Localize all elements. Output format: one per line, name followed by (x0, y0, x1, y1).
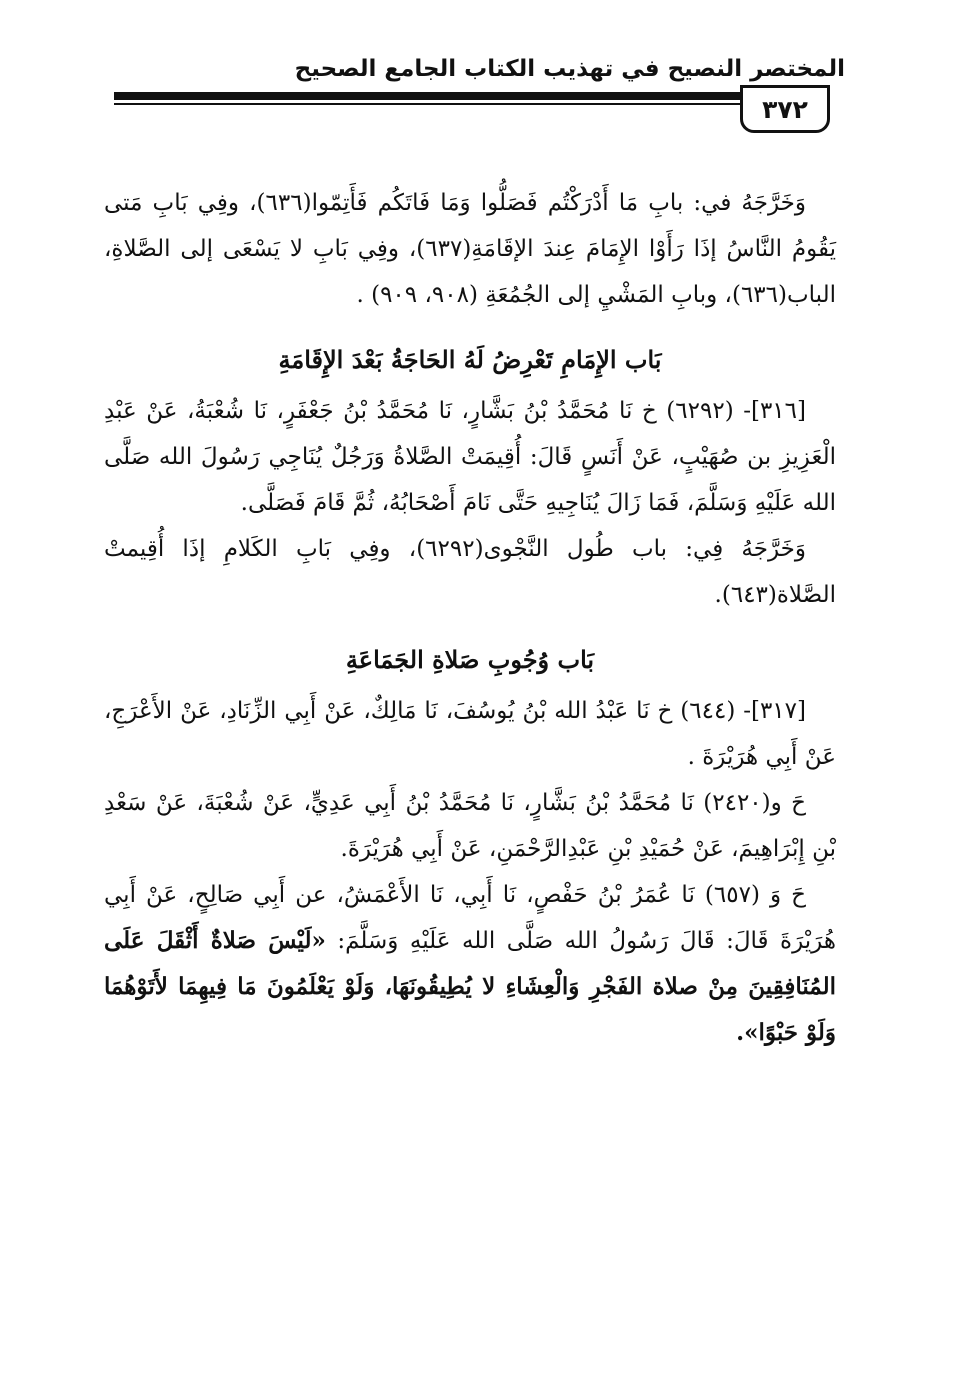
takhrij-paragraph-1: وَخَرَّجَهُ في: بابِ مَا أَدْرَكْتُم فَصَلُّوا وَمَا فَاتَكُم فَأَتِمّوا(٦٣٦)، وفِي بَابِ مَتى يَقُومُ النَّاسُ إذَا رَأَوْا الإِمَامَ عِندَ الإقَامَةِ(٦٣٧)، وفِي بَابِ لا يَسْعَى إلى الصَّلاةِ، الباب(٦٣٦)، وبابِ المَشْيِ إلى الجُمُعَةِ (٩٠٨، ٩٠٩) . (104, 190, 836, 308)
header-rule-thin (114, 103, 744, 105)
isnad-chain-3 (104, 872, 836, 1056)
header-rule-thick (114, 92, 744, 100)
chapter-heading-congregation: بَاب وُجُوبِ صَلاةِ الجَمَاعَةِ (345, 645, 595, 674)
takhrij-paragraph-2: وَخَرَّجَهُ فِي: باب طُول النَّجْوى(٦٢٩٢)، وفِي بَابِ الكَلامِ إذَا أُقِيمتْ الصَّلاة(٦٤٣). (104, 536, 836, 608)
page-body (104, 180, 836, 1056)
running-header-title: المختصر النصيح في تهذيب الكتاب الجامع الصحيح (294, 56, 845, 82)
isnad-chain-2: حَ و(٢٤٢٠) نَا مُحَمَّدُ بْنُ بَشَّارٍ، نَا مُحَمَّدُ بْنُ أَبِي عَدِيٍّ، عَنْ شُعْبَةَ، عَنْ سَعْدِ بْنِ إِبْرَاهِيمَ، عَنْ حُمَيْدِ بْنِ عَبْدِالرَّحْمَنِ، عَنْ أَبِي هُرَيْرَةَ. (104, 790, 836, 862)
chapter-heading-imam-need: بَاب الإِمَامِ تَعْرِضُ لَهُ الحَاجَةُ بَعْدَ الإِقَامَةِ (278, 345, 662, 374)
hadith-matn-quote: «لَيْسَ صَلاةٌ أَثْقَلَ عَلَى المُنَافِقِينَ مِنْ صلاة الفَجْرِ وَالْعِشَاءِ لا يُطِيقُونَهَا، وَلَوْ يَعْلَمُونَ مَا فِيهِمَا لأَتَوْهُمَا وَلَوْ حَبْوًا». (104, 927, 836, 1046)
hadith-316: [٣١٦]- (٦٢٩٢) خ نَا مُحَمَّدُ بْنُ بَشَّارٍ، نَا مُحَمَّدُ بْنُ جَعْفَرٍ، نَا شُعْبَةُ، عَنْ عَبْدِ الْعَزِيزِ بن صُهَيْبٍ، عَنْ أَنَسٍ قَالَ: أُقِيمَتْ الصَّلاةُ وَرَجُلٌ يُنَاجِي رَسُولَ الله صَلَّى الله عَلَيْهِ وَسَلَّمَ، فَمَا زَالَ يُنَاجِيهِ حَتَّى نَامَ أَصْحَابُهُ، ثُمَّ قَامَ فَصَلَّى. (104, 398, 836, 516)
hadith-317: [٣١٧]- (٦٤٤) خ نَا عَبْدُ الله بْنُ يُوسُفَ، نَا مَالِكٌ، عَنْ أَبِي الزِّنَادِ، عَنْ الأَعْرَجِ، عَنْ أَبِي هُرَيْرَةَ . (104, 698, 836, 770)
isnad-chain-3-intro: حَ وَ (٦٥٧) نَا عُمَرُ بْنُ حَفْصٍ، نَا أَبِي، نَا الأَعْمَشُ، عن أَبِي صَالِحٍ، عَنْ أَبِي هُرَيْرَةَ قَالَ: قَالَ رَسُولُ الله صَلَّى الله عَلَيْهِ وَسَلَّمَ: (104, 882, 836, 954)
page-number: ٣٧٢ (740, 85, 830, 133)
